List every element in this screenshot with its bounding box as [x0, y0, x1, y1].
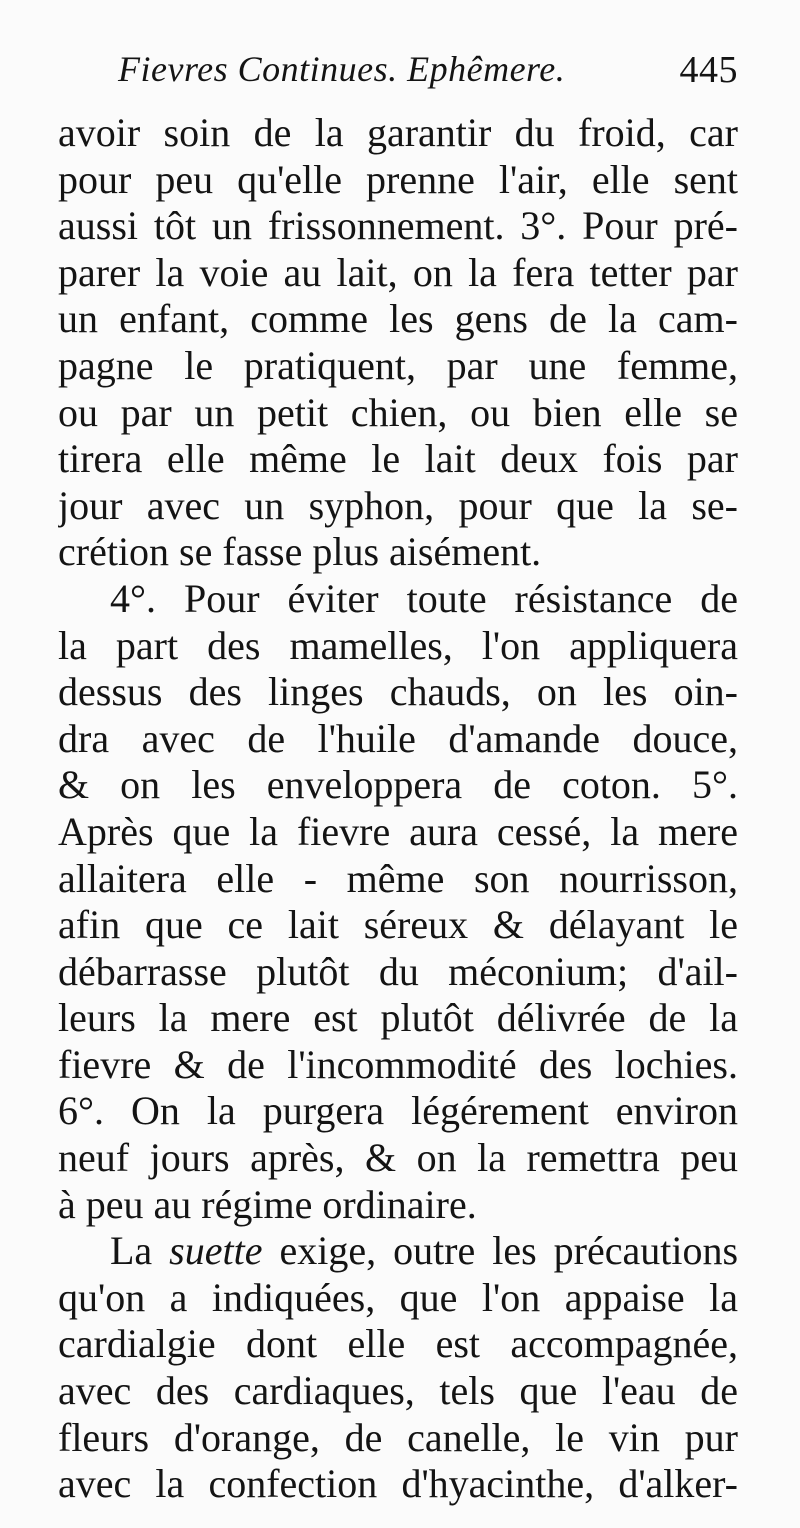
text-line-with-term — [58, 1228, 738, 1275]
italic-term: suette — [169, 1228, 263, 1274]
text-line: parer la voie au lait, on la fera tetter par — [58, 249, 738, 295]
text-line: 6°. On la purgera légérement environ — [58, 1088, 738, 1134]
text-line: neuf jours après, & on la remettra peu — [58, 1135, 738, 1181]
body-text — [58, 110, 738, 1508]
text-line: fleurs d'orange, de canelle, le vin pur — [58, 1414, 738, 1460]
text-line: afin que ce lait séreux & délayant le — [58, 902, 738, 948]
text-line: dra avec de l'huile d'amande douce, — [58, 715, 738, 761]
text-line: Après que la fievre aura cessé, la mere — [58, 808, 738, 854]
text-line: débarrasse plutôt du méconium; d'ail- — [58, 948, 738, 994]
text-line: la part des mamelles, l'on appliquera — [58, 622, 738, 668]
text-line: crétion se fasse plus aisément. — [58, 529, 542, 575]
text-line: 4°. Pour éviter toute résistance de — [110, 575, 738, 621]
text-line: avec la confection d'hyacinthe, d'alker- — [58, 1461, 738, 1507]
text-line: ou par un petit chien, ou bien elle se — [58, 389, 738, 435]
text-line: leurs la mere est plutôt délivrée de la — [58, 995, 738, 1041]
text-line: cardialgie dont elle est accompagnée, — [58, 1321, 738, 1367]
text-line: pagne le pratiquent, par une femme, — [58, 342, 738, 388]
text-line: allaitera elle - même son nourrisson, — [58, 855, 738, 901]
paragraph-lead: La — [110, 1228, 153, 1274]
text-line: avec des cardiaques, tels que l'eau de — [58, 1368, 738, 1414]
text-line: pour peu qu'elle prenne l'air, elle sent — [58, 156, 738, 202]
text-line: tirera elle même le lait deux fois par — [58, 436, 738, 482]
text-line: qu'on a indiquées, que l'on appaise la — [58, 1274, 738, 1320]
text-line: fievre & de l'incommodité des lochies. — [58, 1041, 738, 1087]
text-line: un enfant, comme les gens de la cam- — [58, 296, 738, 342]
text-line-rest: exige, outre les précautions — [279, 1228, 738, 1274]
text-line: jour avec un syphon, pour que la se- — [58, 482, 738, 528]
text-line: & on les enveloppera de coton. 5°. — [58, 762, 738, 808]
text-line: dessus des linges chauds, on les oin- — [58, 669, 738, 715]
text-line: avoir soin de la garantir du froid, car — [58, 110, 738, 155]
text-line: aussi tôt un frissonnement. 3°. Pour pré- — [58, 203, 738, 249]
page-number: 445 — [679, 49, 738, 91]
running-head-title: Fievres Continues. Ephêmere. — [118, 49, 566, 89]
text-line: à peu au régime ordinaire. — [58, 1181, 477, 1227]
running-head — [118, 48, 738, 98]
